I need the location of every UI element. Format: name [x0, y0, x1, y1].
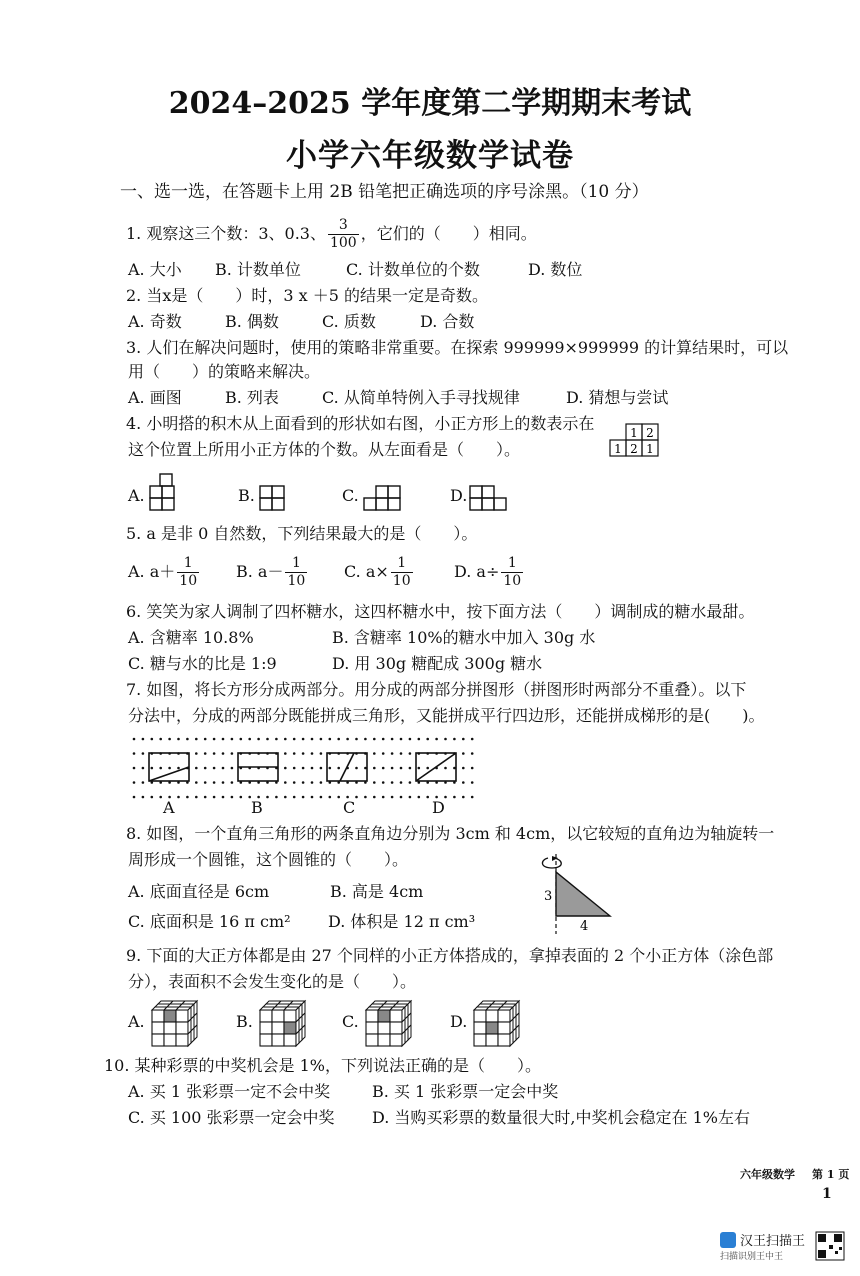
grid-dot — [159, 738, 162, 741]
grid-dot — [213, 767, 216, 770]
q10-option-d[interactable]: D. 当购买彩票的数量很大时,中奖机会稳定在 1%左右 — [372, 1108, 750, 1127]
grid-dot — [444, 767, 447, 770]
q2-option-a[interactable]: A. 奇数 — [128, 312, 182, 331]
cube-front-cell — [152, 1034, 164, 1046]
grid-dot — [391, 738, 394, 741]
q1-option-d[interactable]: D. 数位 — [528, 260, 583, 279]
grid-dot — [462, 796, 465, 799]
grid-dot — [364, 738, 367, 741]
grid-dot — [204, 738, 207, 741]
triangle-rotation-figure — [538, 850, 618, 936]
right-triangle — [556, 872, 610, 916]
question-8-line1: 8. 如图，一个直角三角形的两条直角边分别为 3cm 和 4cm，以它较短的直角边为轴旋转一 — [126, 824, 775, 843]
cube-front-cell — [272, 1022, 284, 1034]
cube-figure-a — [148, 996, 204, 1048]
grid-dot — [204, 796, 207, 799]
grid-dot — [213, 752, 216, 755]
cube-front-cell — [366, 1010, 378, 1022]
grid-dot — [142, 738, 145, 741]
grid-dot — [320, 752, 323, 755]
grid-dot — [222, 752, 225, 755]
grid-dot — [142, 752, 145, 755]
grid-dot — [293, 738, 296, 741]
grid-dot — [471, 752, 474, 755]
q10-option-b[interactable]: B. 买 1 张彩票一定会中奖 — [372, 1082, 559, 1101]
grid-dot — [391, 752, 394, 755]
q1-stem: 1. 观察这三个数：3、0.3、 — [126, 224, 326, 243]
grid-dot — [257, 738, 260, 741]
q1-option-b[interactable]: B. 计数单位 — [215, 260, 301, 279]
q8-option-a[interactable]: A. 底面直径是 6cm — [128, 882, 270, 901]
q2-option-d[interactable]: D. 合数 — [420, 312, 475, 331]
grid-dot — [382, 796, 385, 799]
grid-dot — [222, 796, 225, 799]
grid-dot — [373, 752, 376, 755]
grid-dot — [435, 738, 438, 741]
grid-dot — [337, 796, 340, 799]
cube-front-cell — [474, 1022, 486, 1034]
grid-dot — [373, 767, 376, 770]
grid-dot — [195, 796, 198, 799]
cube-front-cell — [284, 1034, 296, 1046]
grid-dot — [186, 796, 189, 799]
q8-option-d[interactable]: D. 体积是 12 π cm³ — [328, 912, 476, 931]
q9-option-b[interactable]: B. — [236, 1012, 253, 1031]
grid-dot — [213, 796, 216, 799]
grid-dot — [426, 796, 429, 799]
cube-side-cell — [302, 1025, 305, 1040]
cut-c — [340, 753, 354, 781]
grid-dot — [400, 767, 403, 770]
grid-dot — [159, 796, 162, 799]
grid-dot — [195, 752, 198, 755]
cube-front-cell — [366, 1034, 378, 1046]
q6-option-d[interactable]: D. 用 30g 糖配成 300g 糖水 — [332, 654, 543, 673]
q9-option-a[interactable]: A. — [128, 1012, 145, 1031]
grid-dot — [133, 767, 136, 770]
grid-dot — [302, 738, 305, 741]
grid-dot — [311, 781, 314, 784]
grid-dot — [382, 752, 385, 755]
cube-front-cell — [284, 1022, 296, 1034]
grid-dot — [382, 738, 385, 741]
grid-dot — [284, 767, 287, 770]
grid-dot — [409, 752, 412, 755]
app-logo-icon — [720, 1232, 736, 1248]
cube-front-cell — [474, 1034, 486, 1046]
q1-fraction: $\frac{3}{100}$ — [329, 217, 357, 251]
q3-option-b[interactable]: B. 列表 — [225, 388, 279, 407]
cube-figure-d — [470, 996, 526, 1048]
grid-dot — [329, 738, 332, 741]
watermark-brand: 汉王扫描王 — [740, 1234, 806, 1249]
grid-dot — [373, 781, 376, 784]
grid-dot — [382, 781, 385, 784]
grid-dot — [355, 796, 358, 799]
cube-front-cell — [390, 1010, 402, 1022]
cube-figure-c — [362, 996, 418, 1048]
grid-dot — [204, 781, 207, 784]
grid-dot — [266, 796, 269, 799]
q9-option-d[interactable]: D. — [450, 1012, 468, 1031]
q3-option-d[interactable]: D. 猜想与尝试 — [566, 388, 669, 407]
q8-option-c[interactable]: C. 底面积是 16 π cm² — [128, 912, 291, 931]
grid-dot — [373, 796, 376, 799]
cube-front-cell — [164, 1034, 176, 1046]
grid-dot — [302, 767, 305, 770]
grid-cell: 1 — [614, 442, 622, 456]
grid-dot — [426, 738, 429, 741]
cube-front-cell — [474, 1010, 486, 1022]
grid-dot — [364, 796, 367, 799]
cube-front-cell — [284, 1010, 296, 1022]
grid-dot — [195, 767, 198, 770]
cube-front-cell — [260, 1010, 272, 1022]
cube-front-cell — [498, 1022, 510, 1034]
grid-dot — [302, 796, 305, 799]
cube-front-cell — [272, 1034, 284, 1046]
question-8-line2: 周形成一个圆锥，这个圆锥的（ ）。 — [128, 850, 409, 869]
grid-dot — [133, 752, 136, 755]
grid-dot — [142, 796, 145, 799]
footer-subject: 六年级数学 — [740, 1168, 795, 1181]
grid-dot — [346, 738, 349, 741]
q5-option-b[interactable]: B. a－ $\frac{1}{10}$ — [236, 555, 306, 589]
grid-dot — [231, 796, 234, 799]
grid-dot — [382, 767, 385, 770]
cube-side-cell — [194, 1025, 197, 1040]
question-9-line2: 分），表面积不会发生变化的是（ ）。 — [128, 972, 417, 991]
grid-dot — [462, 781, 465, 784]
grid-dot — [329, 796, 332, 799]
top-view-grid — [610, 422, 660, 458]
question-4-line2: 这个位置上所用小正方体的个数。从左面看是（ ）。 — [128, 440, 521, 459]
grid-dot — [462, 752, 465, 755]
grid-dot — [302, 752, 305, 755]
grid-dot — [453, 796, 456, 799]
grid-dot — [311, 796, 314, 799]
grid-dot — [213, 738, 216, 741]
grid-dot — [222, 781, 225, 784]
grid-dot — [293, 752, 296, 755]
grid-dot — [213, 781, 216, 784]
grid-dot — [231, 752, 234, 755]
exam-subtitle: 小学六年级数学试卷 — [286, 138, 574, 174]
grid-dot — [400, 752, 403, 755]
cube-front-cell — [176, 1010, 188, 1022]
grid-dot — [177, 796, 180, 799]
rotation-arrow-icon — [542, 858, 561, 868]
grid-dot — [284, 738, 287, 741]
q6-option-b[interactable]: B. 含糖率 10%的糖水中加入 30g 水 — [332, 628, 596, 647]
cube-front-cell — [260, 1022, 272, 1034]
question-3-line2: 用（ ）的策略来解决。 — [128, 362, 321, 381]
grid-dot — [400, 796, 403, 799]
cube-front-cell — [176, 1022, 188, 1034]
grid-dot — [142, 781, 145, 784]
grid-dot — [302, 781, 305, 784]
cube-front-cell — [498, 1010, 510, 1022]
q2-option-b[interactable]: B. 偶数 — [225, 312, 279, 331]
question-7-line1: 7. 如图，将长方形分成两部分。用分成的两部分拼图形（拼图形时两部分不重叠）。以下 — [126, 680, 747, 699]
q5-option-d[interactable]: D. a÷ $\frac{1}{10}$ — [454, 555, 522, 589]
q9-option-c[interactable]: C. — [342, 1012, 359, 1031]
grid-dot — [337, 738, 340, 741]
grid-dot — [320, 767, 323, 770]
grid-dot — [133, 796, 136, 799]
grid-dot — [284, 796, 287, 799]
grid-dot — [471, 738, 474, 741]
grid-dot — [391, 796, 394, 799]
q6-option-c[interactable]: C. 糖与水的比是 1:9 — [128, 654, 277, 673]
q4-option-b-figure — [260, 484, 290, 512]
q3-option-c[interactable]: C. 从简单特例入手寻找规律 — [322, 388, 520, 407]
q1-option-a[interactable]: A. 大小 — [128, 260, 182, 279]
grid-dot — [418, 767, 421, 770]
q7-option-a[interactable]: A — [163, 798, 175, 817]
grid-dot — [391, 767, 394, 770]
cube-front-cell — [486, 1010, 498, 1022]
grid-cell: 1 — [646, 442, 654, 456]
grid-dot — [275, 796, 278, 799]
scanner-watermark — [720, 1230, 805, 1262]
cube-front-cell — [390, 1022, 402, 1034]
grid-dot — [231, 767, 234, 770]
dot-grid-figure — [130, 738, 475, 798]
grid-dot — [204, 752, 207, 755]
cube-front-cell — [272, 1010, 284, 1022]
q1-stem-end: ，它们的（ ）相同。 — [360, 224, 537, 243]
cube-figure-b — [256, 996, 312, 1048]
grid-dot — [240, 796, 243, 799]
q7-option-d[interactable]: D — [432, 798, 445, 817]
grid-dot — [222, 767, 225, 770]
q4-option-b[interactable]: B. — [238, 486, 255, 505]
grid-dot — [133, 781, 136, 784]
grid-dot — [409, 738, 412, 741]
grid-dot — [293, 796, 296, 799]
grid-dot — [186, 738, 189, 741]
grid-dot — [373, 738, 376, 741]
grid-dot — [151, 767, 154, 770]
question-9-line1: 9. 下面的大正方体都是由 27 个同样的小正方体搭成的，拿掉表面的 2 个小正方体（涂色部 — [126, 946, 774, 965]
watermark-slogan: 扫描识别王中王 — [720, 1252, 784, 1262]
grid-dot — [284, 781, 287, 784]
grid-dot — [275, 738, 278, 741]
grid-dot — [142, 767, 145, 770]
grid-dot — [195, 781, 198, 784]
grid-cell: 2 — [646, 426, 654, 440]
grid-dot — [462, 767, 465, 770]
grid-dot — [240, 738, 243, 741]
grid-dot — [418, 738, 421, 741]
q5-option-a[interactable]: A. a＋ $\frac{1}{10}$ — [128, 555, 198, 589]
q4-option-c[interactable]: C. — [342, 486, 359, 505]
q7-option-c[interactable]: C — [343, 798, 356, 817]
cut-d — [416, 753, 456, 781]
grid-cell: 1 — [630, 426, 638, 440]
question-10: 10. 某种彩票的中奖机会是 1%，下列说法正确的是（ ）。 — [104, 1056, 542, 1075]
grid-dot — [311, 752, 314, 755]
grid-dot — [311, 738, 314, 741]
cube-front-cell — [152, 1010, 164, 1022]
cube-front-cell — [486, 1034, 498, 1046]
grid-dot — [409, 781, 412, 784]
grid-dot — [293, 767, 296, 770]
side-label-long: 4 — [580, 919, 589, 934]
q4-option-a-figure — [150, 472, 186, 512]
q4-option-d[interactable]: D. — [450, 486, 468, 505]
grid-dot — [320, 781, 323, 784]
q2-option-c[interactable]: C. 质数 — [322, 312, 376, 331]
grid-dot — [177, 767, 180, 770]
grid-dot — [391, 781, 394, 784]
grid-dot — [400, 781, 403, 784]
grid-cell: 2 — [630, 442, 638, 456]
grid-dot — [337, 767, 340, 770]
cube-front-cell — [366, 1022, 378, 1034]
grid-dot — [418, 796, 421, 799]
cube-side-cell — [408, 1025, 411, 1040]
grid-dot — [471, 781, 474, 784]
q10-option-a[interactable]: A. 买 1 张彩票一定不会中奖 — [128, 1082, 331, 1101]
question-6: 6. 笑笑为家人调制了四杯糖水，这四杯糖水中，按下面方法（ ）调制成的糖水最甜。 — [126, 602, 755, 621]
grid-dot — [231, 781, 234, 784]
cube-front-cell — [164, 1010, 176, 1022]
grid-dot — [320, 796, 323, 799]
cube-front-cell — [378, 1022, 390, 1034]
grid-dot — [204, 767, 207, 770]
cube-front-cell — [390, 1034, 402, 1046]
side-label-short: 3 — [544, 889, 553, 904]
cube-front-cell — [378, 1034, 390, 1046]
cube-front-cell — [260, 1034, 272, 1046]
grid-dot — [284, 752, 287, 755]
q5-option-c[interactable]: C. a× $\frac{1}{10}$ — [344, 555, 411, 589]
grid-dot — [159, 767, 162, 770]
cube-front-cell — [164, 1022, 176, 1034]
q4-option-d-figure — [470, 484, 512, 512]
q1-option-c[interactable]: C. 计数单位的个数 — [346, 260, 480, 279]
grid-dot — [471, 796, 474, 799]
section-heading: 一、选一选，在答题卡上用 2B 铅笔把正确选项的序号涂黑。（10 分） — [120, 182, 649, 202]
exam-title: 2024–2025 学年度第二学期期末考试 — [168, 86, 692, 121]
grid-dot — [453, 738, 456, 741]
footer-page-number: 1 — [822, 1186, 832, 1202]
grid-dot — [462, 738, 465, 741]
question-2: 2. 当x是（ ）时，3 x ＋5 的结果一定是奇数。 — [126, 286, 489, 305]
question-5: 5. a 是非 0 自然数，下列结果最大的是（ ）。 — [126, 524, 478, 543]
grid-dot — [355, 738, 358, 741]
grid-dot — [355, 767, 358, 770]
grid-dot — [409, 796, 412, 799]
cube-front-cell — [378, 1010, 390, 1022]
q7-option-b[interactable]: B — [251, 798, 263, 817]
grid-dot — [266, 738, 269, 741]
grid-dot — [444, 738, 447, 741]
q3-option-a[interactable]: A. 画图 — [128, 388, 182, 407]
grid-dot — [231, 738, 234, 741]
grid-dot — [311, 767, 314, 770]
grid-dot — [195, 738, 198, 741]
q4-option-a[interactable]: A. — [128, 486, 145, 505]
cube-side-cell — [516, 1025, 519, 1040]
q10-option-c[interactable]: C. 买 100 张彩票一定会中奖 — [128, 1108, 335, 1127]
cube-front-cell — [176, 1034, 188, 1046]
q6-option-a[interactable]: A. 含糖率 10.8% — [128, 628, 254, 647]
cube-front-cell — [152, 1022, 164, 1034]
grid-dot — [168, 767, 171, 770]
grid-dot — [400, 738, 403, 741]
grid-dot — [471, 767, 474, 770]
footer-page-label: 第 1 页 — [812, 1168, 850, 1181]
grid-dot — [151, 796, 154, 799]
grid-dot — [248, 738, 251, 741]
grid-dot — [426, 767, 429, 770]
grid-dot — [329, 767, 332, 770]
q8-option-b[interactable]: B. 高是 4cm — [330, 882, 424, 901]
grid-dot — [133, 738, 136, 741]
cube-front-cell — [498, 1034, 510, 1046]
grid-dot — [409, 767, 412, 770]
qr-code-icon — [816, 1232, 844, 1260]
question-1 — [126, 214, 537, 254]
grid-dot — [151, 738, 154, 741]
grid-dot — [320, 738, 323, 741]
grid-dot — [222, 738, 225, 741]
grid-dot — [177, 738, 180, 741]
grid-dot — [293, 781, 296, 784]
grid-dot — [168, 738, 171, 741]
question-7-line2: 分法中，分成的两部分既能拼成三角形，又能拼成平行四边形，还能拼成梯形的是( )。 — [128, 706, 765, 725]
question-3-line1: 3. 人们在解决问题时，使用的策略非常重要。在探索 999999×999999 的计算结果时，可以 — [126, 338, 789, 357]
cube-front-cell — [486, 1022, 498, 1034]
q4-option-c-figure — [364, 484, 406, 512]
question-4-line1: 4. 小明搭的积木从上面看到的形状如右图，小正方形上的数表示在 — [126, 414, 595, 433]
